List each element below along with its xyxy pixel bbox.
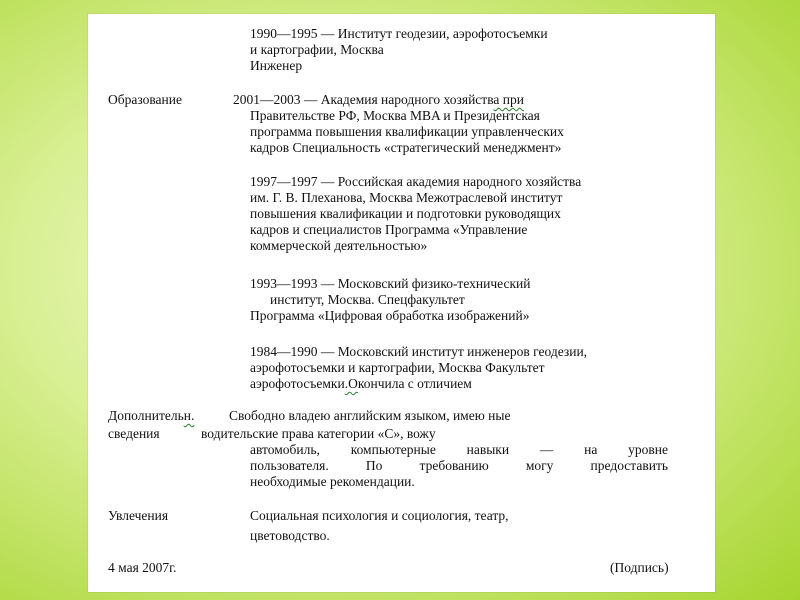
top-entry-line-2: и картографии, Москва [250,42,384,57]
education-entry-4-line-2: аэрофотосъемки и картографии, Москва Факультет [250,360,545,375]
hobbies-line-1: Социальная психология и социология, театр, [250,508,509,523]
additional-line-2: водительские права категории «С», вожу [201,426,436,441]
education-entry-3-line-3: Программа «Цифровая обработка изображений» [250,308,530,323]
education-entry-1-line-3: программа повышения квалификации управленческих [250,124,564,139]
education-entry-1-line-4: кадров Специальность «стратегический менеджмент» [250,140,562,155]
footer-signature: (Подпись) [610,560,669,575]
education-entry-2-line-5: коммерческой деятельностью» [250,238,428,253]
resume-page [88,14,715,592]
additional-line-5: необходимые рекомендации. [250,474,415,489]
education-entry-2-line-2: им. Г. В. Плеханова, Москва Межотраслевой институт [250,190,563,205]
education-entry-2-line-1: 1997—1997 — Российская академия народного хозяйства [250,174,582,189]
top-entry-line-3: Инженер [250,58,303,73]
education-entry-2-line-4: кадров и специалистов Программа «Управление [250,222,528,237]
additional-line-3: автомобиль, компьютерные навыки — на уровне [250,442,668,457]
education-entry-1-line-2: Правительстве РФ, Москва MBA и Президентская [250,108,540,123]
hobbies-label: Увлечения [108,508,169,523]
top-entry-line-1: 1990—1995 — Институт геодезии, аэрофотосъемки [250,26,548,41]
education-entry-1-line-1 [233,92,524,108]
education-entry-4-line-3-prefix: аэрофотосъемки [250,376,345,391]
additional-line-4: пользователя. По требованию могу предоставить [250,458,668,473]
footer-date: 4 мая 2007г. [108,560,177,575]
education-entry-4-line-3-suffix: кончила с отличием [357,376,472,391]
education-label: Образование [108,92,182,107]
additional-line-1: Свободно владею английским языком, имею ные [229,408,511,423]
education-entry-3-line-1: 1993—1993 — Московский физико-технический [250,276,531,291]
hobbies-line-2: цветоводство. [250,528,330,543]
spellcheck-flag: а при [493,92,524,107]
education-entry-1-line-1-text: 2001—2003 — Академия народного хозяйств [233,92,494,107]
education-entry-4-line-3 [250,376,472,392]
spellcheck-flag: .О [344,376,358,391]
additional-label-line-2: сведения [108,426,160,441]
additional-label-line-1 [108,408,194,424]
additional-label-text: Дополнитель [108,408,184,423]
education-entry-3-line-2: институт, Москва. Спецфакультет [270,292,465,307]
spellcheck-flag: н. [183,408,195,423]
education-entry-4-line-1: 1984—1990 — Московский институт инженеров геодезии, [250,344,588,359]
education-entry-2-line-3: повышения квалификации и подготовки руководящих [250,206,561,221]
